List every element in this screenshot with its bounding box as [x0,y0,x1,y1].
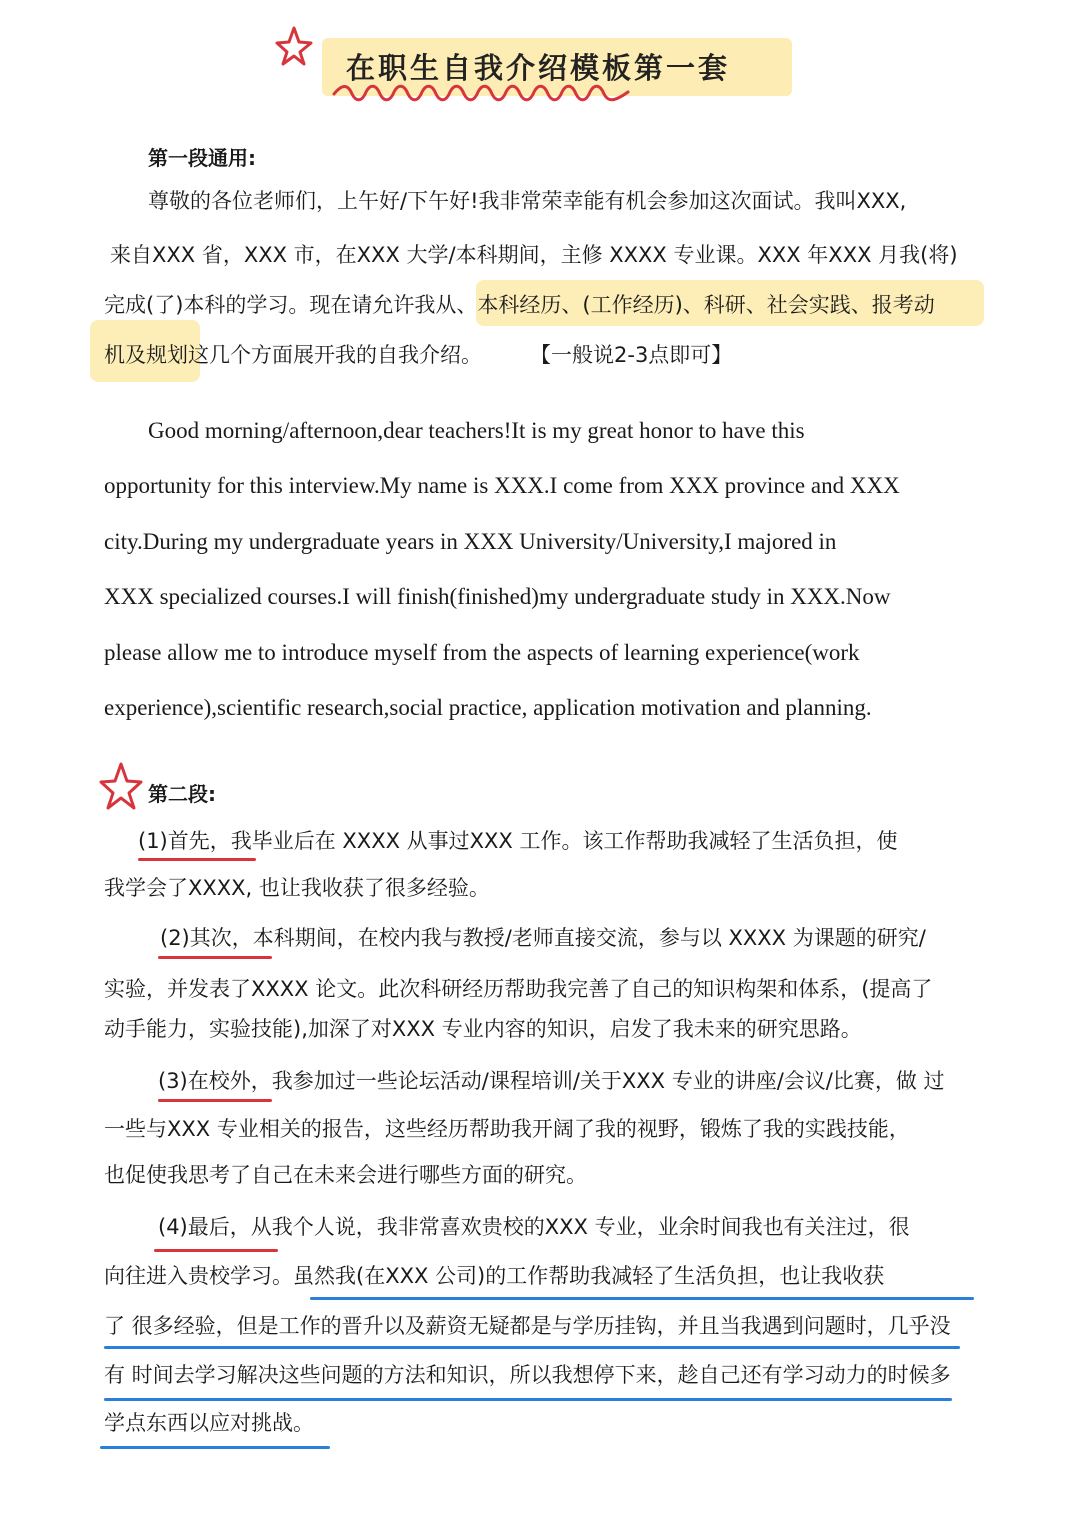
section2-p4-line: (4)最后，从我个人说，我非常喜欢贵校的XXX 专业，业余时间我也有关注过，很 [158,1215,910,1239]
red-underline [158,1099,272,1102]
section1-en-line: city.During my undergraduate years in XXX University/University,I majored in [104,529,837,554]
section1-zh-line: 来自XXX 省，XXX 市，在XXX 大学/本科期间，主修 XXXX 专业课。XXX 年XXX 月我(将) [110,243,958,267]
blue-underline [100,1446,330,1449]
section1-en-line: Good morning/afternoon,dear teachers!It is my great honor to have this [148,418,805,443]
wavy-underline [332,82,632,102]
section2-p2-line: 动手能力，实验技能),加深了对XXX 专业内容的知识，启发了我未来的研究思路。 [104,1017,862,1041]
star-icon [100,762,142,810]
blue-underline [104,1346,960,1349]
section1-en-line: please allow me to introduce myself from the aspects of learning experience(work [104,640,860,665]
blue-underline [310,1297,974,1300]
section1-zh-line: 机及规划这几个方面展开我的自我介绍。 [104,343,482,367]
section1-zh-line: 尊敬的各位老师们，上午好/下午好!我非常荣幸能有机会参加这次面试。我叫XXX, [148,189,907,213]
page-title: 在职生自我介绍模板第一套 [346,51,731,85]
section1-zh-line: 完成(了)本科的学习。现在请允许我从、本科经历、(工作经历)、科研、社会实践、报考动 [104,293,935,317]
section2-p4-line: 有 时间去学习解决这些问题的方法和知识，所以我想停下来，趁自己还有学习动力的时候多 [104,1363,951,1387]
section2-p2-line: (2)其次，本科期间，在校内我与教授/老师直接交流，参与以 XXXX 为课题的研究/ [160,926,926,950]
section2-p4-line: 向往进入贵校学习。虽然我(在XXX 公司)的工作帮助我减轻了生活负担，也让我收获 [104,1264,885,1288]
section2-p3-line: 也促使我思考了自己在未来会进行哪些方面的研究。 [104,1163,587,1187]
red-underline [154,1249,278,1252]
section2-p3-line: (3)在校外，我参加过一些论坛活动/课程培训/关于XXX 专业的讲座/会议/比赛，做 过 [158,1069,945,1093]
section2-p3-line: 一些与XXX 专业相关的报告，这些经历帮助我开阔了我的视野，锻炼了我的实践技能， [104,1117,910,1141]
section2-p2-line: 实验，并发表了XXXX 论文。此次科研经历帮助我完善了自己的知识构架和体系，(提高了 [104,977,933,1001]
section2-p4-line: 了 很多经验，但是工作的晋升以及薪资无疑都是与学历挂钩，并且当我遇到问题时，几乎没 [104,1314,951,1338]
section1-en-line: opportunity for this interview.My name is XXX.I come from XXX province and XXX [104,473,900,498]
section2-p1-line: (1)首先，我毕业后在 XXXX 从事过XXX 工作。该工作帮助我减轻了生活负担，使 [138,829,898,853]
section1-note: 【一般说2-3点即可】 [530,343,733,367]
section1-en-line: XXX specialized courses.I will finish(finished)my undergraduate study in XXX.Now [104,584,891,609]
section1-en-line: experience),scientific research,social practice, application motivation and planning. [104,695,872,720]
red-underline [138,858,256,861]
blue-underline [104,1398,952,1401]
section2-p1-line: 我学会了XXXX, 也让我收获了很多经验。 [104,876,490,900]
star-icon [276,26,312,66]
section2-heading: 第二段: [148,782,216,806]
section1-heading: 第一段通用: [148,146,256,170]
red-underline [158,956,272,959]
section2-p4-line: 学点东西以应对挑战。 [104,1411,314,1435]
